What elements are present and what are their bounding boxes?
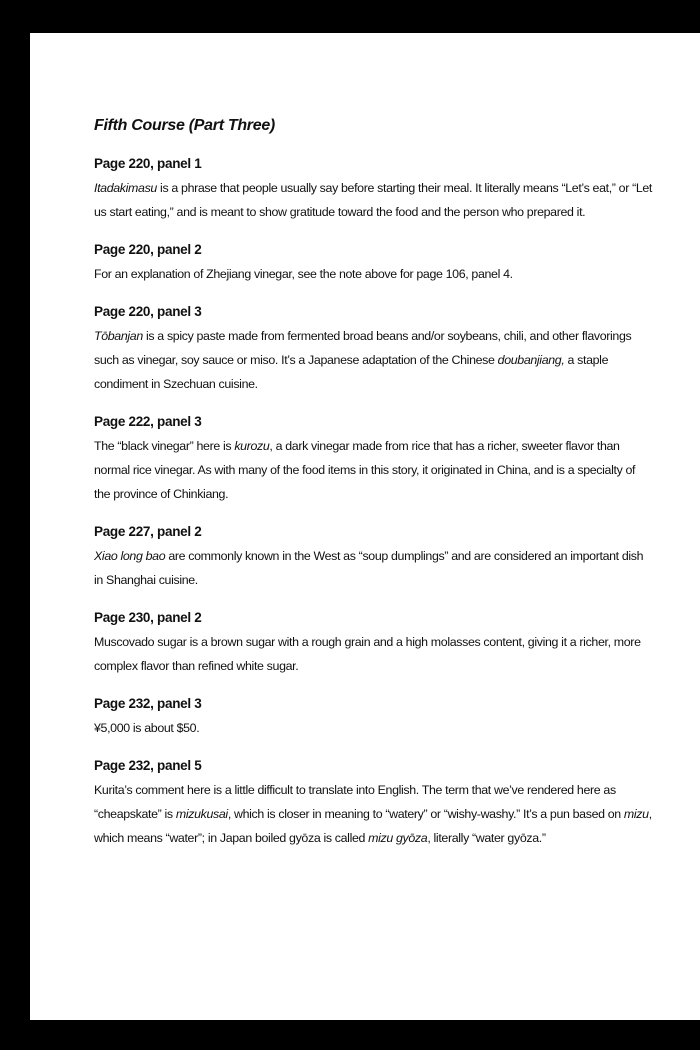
italic-term: mizu gyōza <box>368 831 428 845</box>
notes-content <box>94 117 654 866</box>
note-text: , which means “water”; in Japan boiled gyōza is called <box>94 807 652 845</box>
note-heading: Page 220, panel 1 <box>94 156 202 171</box>
note-heading: Page 222, panel 3 <box>94 414 202 429</box>
note-item <box>94 240 654 286</box>
italic-term: mizukusai <box>175 807 228 821</box>
note-body <box>94 434 654 506</box>
note-body <box>94 324 654 396</box>
note-heading: Page 232, panel 3 <box>94 696 202 711</box>
italic-term: Tōbanjan <box>94 329 143 343</box>
note-text: , literally “water gyōza.” <box>427 831 546 845</box>
note-body <box>94 544 654 592</box>
document-page <box>30 33 700 1020</box>
note-item <box>94 608 654 678</box>
note-text: ¥5,000 is about $50. <box>94 721 200 735</box>
note-item <box>94 522 654 592</box>
note-heading: Page 220, panel 3 <box>94 304 202 319</box>
notes-list <box>94 154 654 850</box>
note-body <box>94 716 654 740</box>
note-text: are commonly known in the West as “soup dumplings” and are considered an important dish in Shanghai cuisine. <box>94 549 644 587</box>
italic-term: mizu <box>623 807 649 821</box>
note-text: Muscovado sugar is a brown sugar with a rough grain and a high molasses content, giving it a richer, more complex flavor than refined white sugar. <box>94 635 641 673</box>
note-text: is a spicy paste made from fermented broad beans and/or soybeans, chili, and other flavorings such as vinegar, soy sauce or miso. It’s a Japanese adaptation of the Chinese <box>94 329 632 367</box>
note-text: , a dark vinegar made from rice that has a richer, sweeter flavor than normal rice vinegar. As with many of the food items in this story, it originated in China, and is a specialty of the province of Chinkiang. <box>94 439 636 501</box>
note-item <box>94 694 654 740</box>
note-heading: Page 230, panel 2 <box>94 610 202 625</box>
note-text: For an explanation of Zhejiang vinegar, see the note above for page 106, panel 4. <box>94 267 513 281</box>
note-body <box>94 778 654 850</box>
note-heading: Page 220, panel 2 <box>94 242 202 257</box>
note-text: Kurita’s comment here is a little difficult to translate into English. The term that we’ve rendered here as “cheapskate” is <box>94 783 616 821</box>
note-heading: Page 232, panel 5 <box>94 758 202 773</box>
note-item <box>94 302 654 396</box>
note-body <box>94 176 654 224</box>
italic-term: Itadakimasu <box>94 181 157 195</box>
note-item <box>94 154 654 224</box>
note-text: is a phrase that people usually say before starting their meal. It literally means “Let’s eat,” or “Let us start eating,” and is meant to show gratitude toward the food and the person who prepared it. <box>94 181 653 219</box>
section-title: Fifth Course (Part Three) <box>94 117 275 134</box>
note-text: , which is closer in meaning to “watery” or “wishy-washy.” It’s a pun based on <box>227 807 624 821</box>
note-text: The “black vinegar” here is <box>94 439 235 453</box>
note-body <box>94 630 654 678</box>
note-item <box>94 756 654 850</box>
italic-term: kurozu <box>234 439 270 453</box>
note-item <box>94 412 654 506</box>
note-heading: Page 227, panel 2 <box>94 524 202 539</box>
italic-term: Xiao long bao <box>94 549 166 563</box>
note-body <box>94 262 654 286</box>
italic-term: doubanjiang, <box>497 353 565 367</box>
note-text: a staple condiment in Szechuan cuisine. <box>94 353 609 391</box>
